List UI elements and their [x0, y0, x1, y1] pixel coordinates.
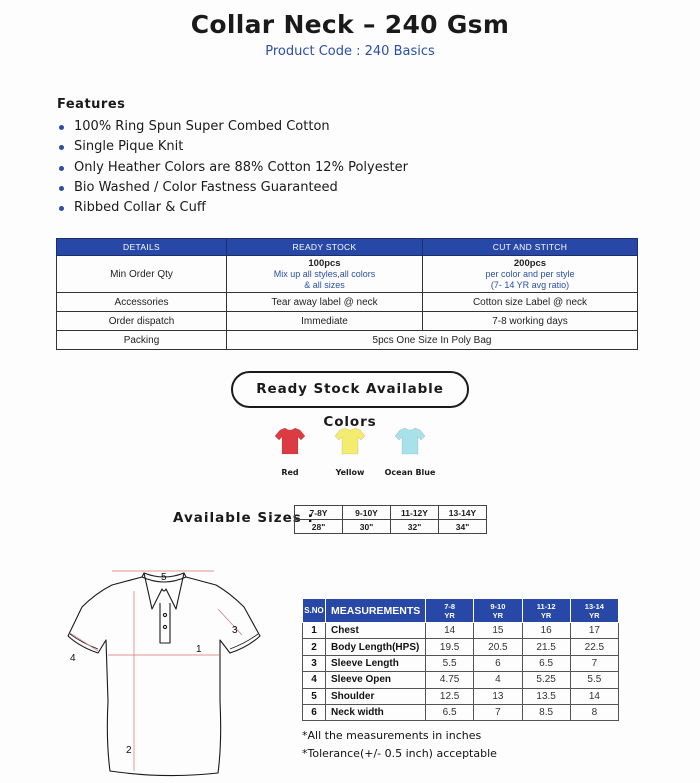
feature-item: Ribbed Collar & Cuff [57, 198, 408, 218]
color-name: Yellow [335, 468, 365, 477]
cut-stitch-header: CUT AND STITCH [423, 239, 638, 256]
size-age: 7-8Y [295, 506, 343, 520]
size-header: 7-8 YR [426, 599, 474, 623]
moq-ready [227, 256, 423, 293]
note-tolerance: *Tolerance(+/- 0.5 inch) acceptable [302, 747, 497, 760]
size-header: 9-10 YR [474, 599, 522, 623]
marker-shoulder: 5 [161, 572, 167, 583]
table-row: 5 Shoulder 12.5 13 13.5 14 [303, 688, 619, 704]
size-header: 13-14 YR [570, 599, 618, 623]
shirt-measurement-diagram [60, 563, 270, 783]
colors-heading: Ready Stock Available Colors [231, 371, 469, 408]
table-row: 4 Sleeve Open 4.75 4 5.25 5.5 [303, 672, 619, 688]
size-chest: 32" [391, 520, 439, 534]
features-list [57, 117, 408, 218]
row-label: Order dispatch [57, 312, 227, 331]
moq-cut-note: (7- 14 YR avg ratio) [490, 279, 570, 290]
marker-sleeve-length: 3 [232, 625, 238, 636]
table-row: 1 Chest 14 15 16 17 [303, 623, 619, 639]
packing-label: Packing [57, 331, 227, 350]
color-name: Red [281, 468, 299, 477]
marker-body-length: 2 [126, 745, 132, 756]
measurements-header: MEASUREMENTS [326, 599, 426, 623]
moq-ready-note: & all sizes [304, 279, 345, 290]
ready-stock-header: READY STOCK [227, 239, 423, 256]
moq-cut [423, 256, 638, 293]
feature-item: Only Heather Colors are 88% Cotton 12% Polyester [57, 158, 408, 178]
details-table [56, 238, 638, 350]
size-chest: 28" [295, 520, 343, 534]
product-code: Product Code : 240 Basics [265, 44, 435, 59]
packing-value: 5pcs One Size In Poly Bag [227, 331, 638, 350]
size-age: 9-10Y [343, 506, 391, 520]
moq-ready-note: Mix up all styles,all colors [273, 268, 376, 279]
row-ready: Immediate [227, 312, 423, 331]
sizes-table [294, 505, 487, 534]
marker-sleeve-open: 4 [70, 653, 76, 664]
size-header: 11-12 YR [522, 599, 570, 623]
sizes-label: Available Sizes : [173, 510, 314, 526]
size-chest: 30" [343, 520, 391, 534]
row-ready: Tear away label @ neck [227, 293, 423, 312]
size-age: 13-14Y [439, 506, 487, 520]
moq-cut-qty: 200pcs [513, 257, 547, 269]
feature-item: 100% Ring Spun Super Combed Cotton [57, 117, 408, 137]
color-name: Ocean Blue [384, 468, 436, 477]
moq-cut-note: per color and per style [485, 268, 575, 279]
table-row: 2 Body Length(HPS) 19.5 20.5 21.5 22.5 [303, 639, 619, 655]
table-row: 6 Neck width 6.5 7 8.5 8 [303, 704, 619, 720]
size-chest: 34" [439, 520, 487, 534]
moq-ready-qty: 100pcs [308, 257, 341, 269]
sno-header: S.NO [303, 599, 326, 623]
color-swatch-ocean-blue [375, 427, 445, 477]
row-cut: Cotton size Label @ neck [423, 293, 638, 312]
tshirt-icon [394, 427, 426, 455]
moq-label: Min Order Qty [57, 256, 227, 293]
tshirt-icon [334, 427, 366, 455]
note-units: *All the measurements in inches [302, 729, 482, 742]
marker-chest: 1 [196, 644, 202, 655]
row-label: Accessories [57, 293, 227, 312]
feature-item: Bio Washed / Color Fastness Guaranteed [57, 178, 408, 198]
features-heading: Features [57, 97, 126, 112]
row-cut: 7-8 working days [423, 312, 638, 331]
tshirt-icon [274, 427, 306, 455]
page-title: Collar Neck – 240 Gsm [190, 10, 510, 39]
notes [302, 727, 497, 763]
measurements-table [302, 598, 619, 721]
size-age: 11-12Y [391, 506, 439, 520]
feature-item: Single Pique Knit [57, 137, 408, 157]
table-row: 3 Sleeve Length 5.5 6 6.5 7 [303, 655, 619, 671]
details-header: DETAILS [57, 239, 227, 256]
